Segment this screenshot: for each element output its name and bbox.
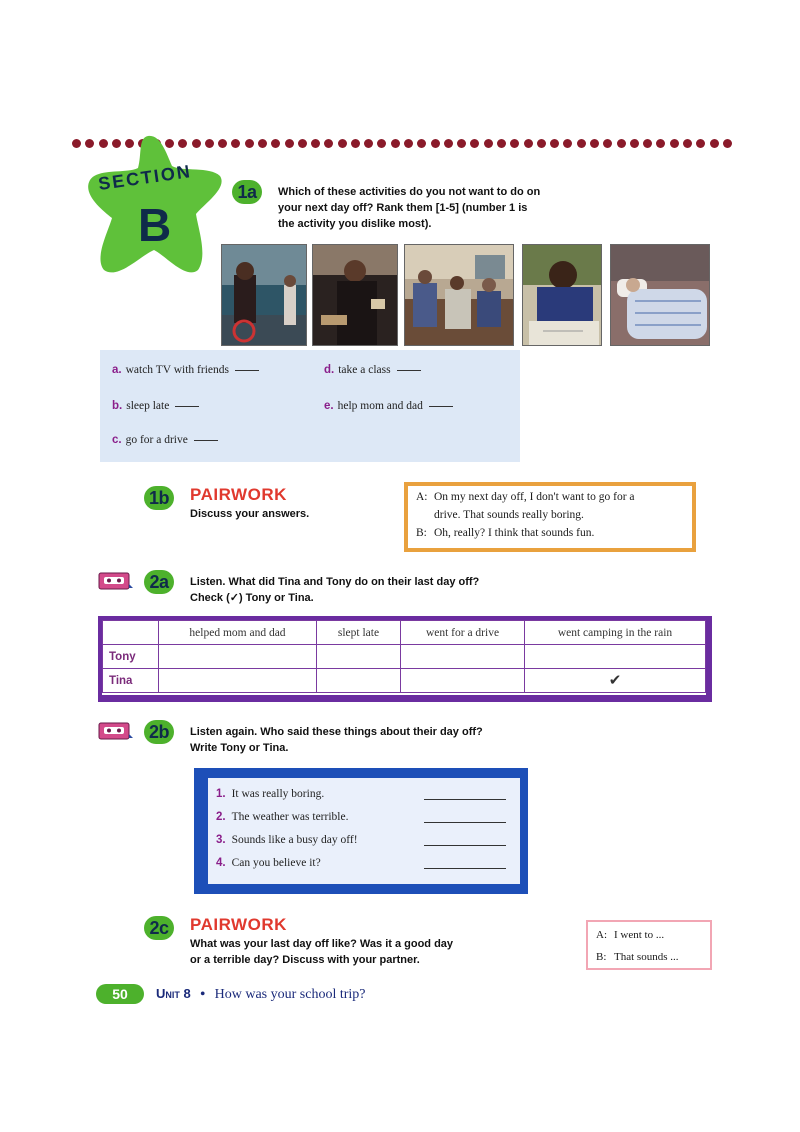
table-cell[interactable] [159, 669, 317, 693]
activity-item-e: e. help mom and dad [324, 400, 453, 412]
table-header-cell: helped mom and dad [159, 621, 317, 645]
exercise-1b-instruction: Discuss your answers. [190, 508, 310, 520]
table-header-cell: went camping in the rain [525, 621, 706, 645]
dialog-box-2c [586, 920, 712, 970]
section-word: SECTION [97, 161, 193, 195]
exercise-2a-badge: 2a [144, 570, 174, 594]
exercise-2b-badge: 2b [144, 720, 174, 744]
statement-item-2: 2. The weather was terrible. [216, 811, 506, 823]
activity-item-a: a. watch TV with friends [112, 364, 259, 376]
answer-blank[interactable] [194, 440, 218, 441]
table-cell[interactable] [317, 645, 401, 669]
exercise-1b-badge: 1b [144, 486, 174, 510]
answer-blank[interactable] [175, 406, 199, 407]
dialog-box-1b [404, 482, 696, 552]
table-header-row [103, 621, 706, 645]
exercise-2a-instruction: Listen. What did Tina and Tony do on their last day off? Check (✓) Tony or Tina. [190, 576, 480, 604]
statement-item-4: 4. Can you believe it? [216, 857, 506, 869]
activity-item-d: d. take a class [324, 364, 421, 376]
activity-item-b: b. sleep late [112, 400, 199, 412]
exercise-2c-badge: 2c [144, 916, 174, 940]
table-row-label: Tina [103, 669, 159, 693]
exercise-1a-instruction: Which of these activities do you not want to do on your next day off? Rank them [1-5] (number 1 is the activity you dislike most). [278, 186, 541, 230]
answer-line[interactable] [424, 799, 506, 800]
section-letter: B [138, 199, 172, 251]
table-header-cell: slept late [317, 621, 401, 645]
dialog-line-b: B: That sounds ... [596, 951, 679, 963]
table-cell[interactable] [525, 645, 706, 669]
table-cell[interactable] [159, 645, 317, 669]
photo-cooking [312, 244, 398, 346]
answer-blank[interactable] [235, 370, 259, 371]
table-header-cell: went for a drive [401, 621, 525, 645]
section-star-badge [86, 132, 226, 282]
footer-lesson-title: How was your school trip? [214, 987, 366, 1002]
exercise-2c-instruction: What was your last day off like? Was it a good day or a terrible day? Discuss with your partner. [190, 938, 454, 966]
statement-item-1: 1. It was really boring. [216, 788, 506, 800]
dialog-line-a: A: I went to ... [596, 929, 665, 941]
table-row [103, 669, 706, 693]
photo-watching-tv [404, 244, 514, 346]
photo-sleeping [610, 244, 710, 346]
dialog-line-b: B: Oh, really? I think that sounds fun. [416, 527, 595, 539]
cassette-icon [98, 722, 134, 745]
listening-table [102, 620, 706, 693]
dialog-line-a: A: On my next day off, I don't want to go for a drive. That sounds really boring. [416, 491, 635, 521]
footer-unit: Unit 8 [156, 986, 191, 1001]
exercise-1b-heading: PAIRWORK [190, 485, 287, 504]
exercise-2c-heading: PAIRWORK [190, 915, 287, 934]
cassette-icon [98, 572, 134, 595]
table-cell[interactable] [401, 645, 525, 669]
table-cell[interactable] [401, 669, 525, 693]
page-number: 50 [96, 984, 144, 1004]
answer-blank[interactable] [429, 406, 453, 407]
table-cell[interactable] [317, 669, 401, 693]
table-cell-checkmark[interactable]: ✔ [525, 669, 706, 693]
footer-bullet: • [200, 987, 206, 1002]
table-row-label: Tony [103, 645, 159, 669]
table-row [103, 645, 706, 669]
answer-line[interactable] [424, 845, 506, 846]
exercise-1a-badge: 1a [232, 180, 262, 204]
photo-riding-bikes [221, 244, 307, 346]
exercise-2b-instruction: Listen again. Who said these things about their day off? Write Tony or Tina. [190, 726, 483, 754]
footer-unit-title [156, 986, 366, 1003]
photo-studying [522, 244, 602, 346]
activity-item-c: c. go for a drive [112, 434, 218, 446]
answer-line[interactable] [424, 868, 506, 869]
answer-line[interactable] [424, 822, 506, 823]
statement-item-3: 3. Sounds like a busy day off! [216, 834, 506, 846]
answer-blank[interactable] [397, 370, 421, 371]
